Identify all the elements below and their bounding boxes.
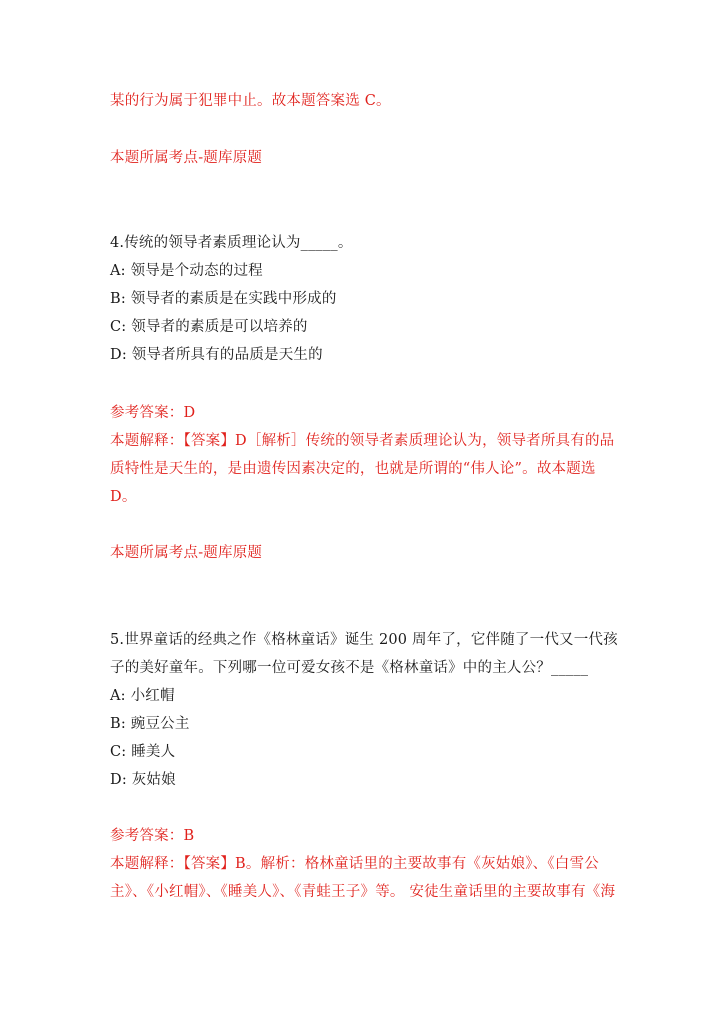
question-5-text-line-1: 5.世界童话的经典之作《格林童话》诞生 200 周年了，它伴随了一代又一代孩 (110, 632, 618, 648)
question-source-tag: 本题所属考点-题库原题 (110, 150, 263, 166)
question-4-explanation-line-2: 质特性是天生的，是由遗传因素决定的，也就是所谓的“伟人论”。故本题选 (110, 461, 596, 477)
question-5-option-a: A: 小红帽 (110, 688, 175, 704)
question-5-explanation-line-1: 本题解释：【答案】B。解析：格林童话里的主要故事有《灰姑娘》、《白雪公 (110, 856, 599, 872)
question-4-option-c: C: 领导者的素质是可以培养的 (110, 319, 308, 335)
question-5-option-b: B: 豌豆公主 (110, 716, 190, 732)
question-5-answer: 参考答案：B (110, 828, 195, 844)
question-4-explanation-line-3: D。 (110, 489, 137, 505)
question-4-source-tag: 本题所属考点-题库原题 (110, 545, 263, 561)
question-5-explanation-line-2: 主》、《小红帽》、《睡美人》、《青蛙王子》等。 安徒生童话里的主要故事有《海 (110, 884, 616, 900)
question-4-option-a: A: 领导是个动态的过程 (110, 263, 263, 279)
question-5-option-d: D: 灰姑娘 (110, 772, 176, 788)
question-4-explanation-line-1: 本题解释：【答案】D［解析］传统的领导者素质理论认为，领导者所具有的品 (110, 433, 615, 449)
previous-explanation-tail: 某的行为属于犯罪中止。故本题答案选 C。 (110, 93, 391, 109)
question-4-option-b: B: 领导者的素质是在实践中形成的 (110, 291, 337, 307)
question-4-answer: 参考答案：D (110, 405, 196, 421)
question-5-text-line-2: 子的美好童年。下列哪一位可爱女孩不是《格林童话》中的主人公？_____ (110, 660, 589, 676)
question-5-option-c: C: 睡美人 (110, 744, 176, 760)
question-4-option-d: D: 领导者所具有的品质是天生的 (110, 347, 323, 363)
question-4-text: 4.传统的领导者素质理论认为_____。 (110, 235, 353, 251)
